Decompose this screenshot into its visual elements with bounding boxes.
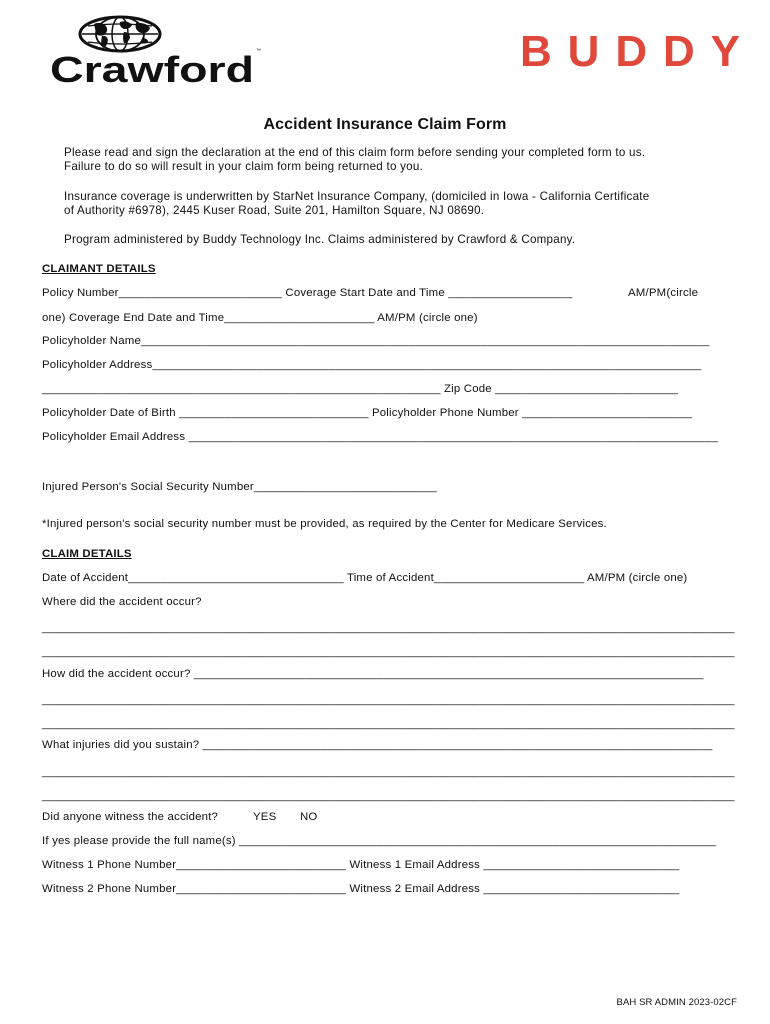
how-answer-line-2[interactable]: __________________________________________________________________________________________________________ (42, 718, 735, 730)
zip-code-field[interactable]: _____________________________________________________________ Zip Code ____________________________ (42, 383, 679, 395)
injuries-answer-line-1[interactable]: __________________________________________________________________________________________________________ (42, 766, 735, 778)
accident-date-time-field[interactable]: Date of Accident_________________________________ Time of Accident_______________________ AM/PM (circle one) (42, 572, 688, 584)
witness-1-field[interactable]: Witness 1 Phone Number__________________________ Witness 1 Email Address ______________________________ (42, 859, 680, 871)
intro-paragraph-1 (64, 146, 645, 174)
ssn-field[interactable]: Injured Person's Social Security Number____________________________ (42, 481, 437, 493)
policy-number-field[interactable]: Policy Number_________________________ Coverage Start Date and Time ___________________ (42, 287, 573, 299)
witness-2-field[interactable]: Witness 2 Phone Number__________________________ Witness 2 Email Address ______________________________ (42, 883, 680, 895)
intro-p1-line2: Failure to do so will result in your claim form being returned to you. (64, 160, 424, 173)
intro-p1-line1: Please read and sign the declaration at the end of this claim form before sending your completed form to us. (64, 146, 646, 159)
intro-p2-line2: of Authority #6978), 2445 Kuser Road, Suite 201, Hamilton Square, NJ 08690. (64, 204, 485, 217)
witness-question: Did anyone witness the accident? (42, 811, 219, 823)
buddy-logo (520, 26, 742, 72)
svg-text:™: ™ (256, 48, 261, 54)
ssn-note: *Injured person's social security number must be provided, as required by the Center for Medicare Services. (42, 518, 607, 530)
form-title: Accident Insurance Claim Form (263, 116, 507, 133)
ampm-circle-label: AM/PM(circle (628, 287, 699, 299)
how-question-field[interactable]: How did the accident occur? ______________________________________________________________________________ (42, 668, 704, 680)
injuries-answer-line-2[interactable]: __________________________________________________________________________________________________________ (42, 790, 735, 802)
how-answer-line-1[interactable]: __________________________________________________________________________________________________________ (42, 694, 735, 706)
dob-phone-field[interactable]: Policyholder Date of Birth _____________________________ Policyholder Phone Number __________________________ (42, 407, 693, 419)
coverage-end-field[interactable]: one) Coverage End Date and Time_______________________ AM/PM (circle one) (42, 312, 478, 324)
claimant-details-heading: CLAIMANT DETAILS (42, 263, 156, 275)
where-question: Where did the accident occur? (42, 596, 202, 608)
intro-paragraph-3: Program administered by Buddy Technology Inc. Claims administered by Crawford & Company. (64, 233, 576, 246)
buddy-wordmark: BUDDY (520, 27, 740, 72)
witness-no-option[interactable]: NO (300, 811, 318, 823)
claim-details-heading: CLAIM DETAILS (42, 548, 132, 560)
crawford-logo (50, 14, 264, 88)
policyholder-email-field[interactable]: Policyholder Email Address _________________________________________________________________________________ (42, 431, 718, 443)
crawford-wordmark: Crawford (50, 49, 254, 88)
witness-yes-option[interactable]: YES (253, 811, 277, 823)
witness-names-field[interactable]: If yes please provide the full name(s) _________________________________________________________________________ (42, 835, 717, 847)
where-answer-line-2[interactable]: __________________________________________________________________________________________________________ (42, 646, 735, 658)
policyholder-address-field[interactable]: Policyholder Address____________________________________________________________________________________ (42, 359, 702, 371)
injuries-question-field[interactable]: What injuries did you sustain? ______________________________________________________________________________ (42, 739, 713, 751)
intro-paragraph-2 (64, 190, 649, 218)
globe-icon (80, 17, 160, 51)
where-answer-line-1[interactable]: __________________________________________________________________________________________________________ (42, 622, 735, 634)
intro-p2-line1: Insurance coverage is underwritten by StarNet Insurance Company, (domiciled in Iowa - California Certificate (64, 190, 650, 203)
form-code-footer: BAH SR ADMIN 2023-02CF (616, 997, 737, 1008)
policyholder-name-field[interactable]: Policyholder Name_______________________________________________________________________________________ (42, 335, 710, 347)
